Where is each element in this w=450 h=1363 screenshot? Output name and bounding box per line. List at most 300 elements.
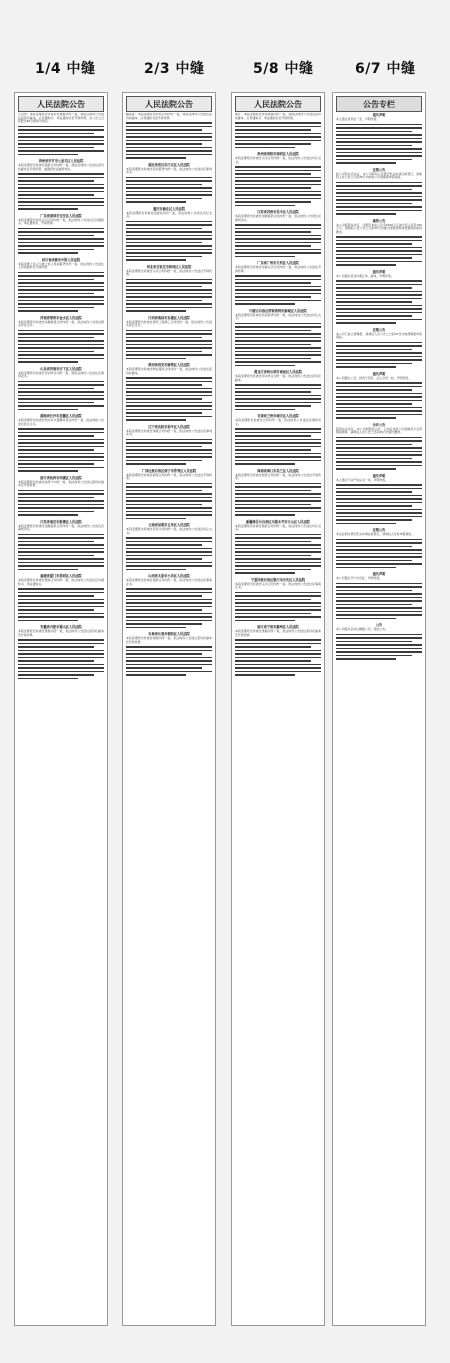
- text-line: [235, 555, 311, 557]
- notice-court-name: 陕西省西安市雁塔区人民法院: [148, 363, 190, 367]
- column-header: 人民法院公告: [18, 96, 104, 112]
- text-line: [126, 377, 212, 379]
- text-line: [126, 460, 202, 462]
- text-line: [235, 235, 321, 237]
- court-notice: [336, 113, 422, 164]
- text-line: [235, 347, 321, 349]
- text-line: [126, 259, 186, 261]
- court-notice: [126, 316, 212, 360]
- text-line: [126, 256, 202, 258]
- text-line: [235, 514, 295, 516]
- text-line: [126, 157, 186, 159]
- text-line: [235, 177, 321, 179]
- text-line: [18, 432, 104, 434]
- text-line: [18, 228, 104, 230]
- text-line: [126, 133, 212, 135]
- text-line: [235, 187, 311, 189]
- text-line: [18, 147, 94, 149]
- text-line: [126, 518, 186, 520]
- text-line: [336, 240, 422, 242]
- notice-court-name: 公告: [375, 623, 383, 627]
- text-line: [235, 456, 321, 458]
- notice-court-name: 注销公告: [372, 167, 386, 172]
- text-line: [126, 122, 212, 124]
- text-line: [336, 454, 422, 456]
- text-line: [336, 546, 412, 548]
- text-line: [235, 490, 311, 492]
- text-line: [336, 199, 422, 201]
- notice-text: 本公司已成立清算组，请债权人自公告之日起45日内向清算组申报债权。: [336, 331, 422, 339]
- text-line: [18, 286, 104, 288]
- text-line: [18, 245, 104, 247]
- text-line: [235, 337, 321, 339]
- notice-text: 本企业拟向登记机关申请注销登记，请债权人及时申报债权。: [336, 532, 415, 536]
- text-line: [18, 537, 104, 539]
- text-line: [126, 143, 202, 145]
- text-line: [235, 405, 311, 407]
- text-line: [18, 177, 104, 179]
- text-line: [18, 140, 104, 142]
- text-line: [235, 184, 321, 186]
- text-line: [126, 650, 212, 652]
- court-notice: [235, 469, 321, 516]
- text-line: [18, 133, 94, 135]
- notice-court-name: 贵州省毕节市七星关区人民法院: [38, 159, 84, 163]
- text-line: [336, 322, 396, 324]
- notice-court-name: 安徽省合肥市蜀山区人民法院: [40, 625, 82, 629]
- text-line: [126, 514, 212, 516]
- text-line: [18, 398, 104, 400]
- text-line: [235, 558, 321, 560]
- text-line: [18, 173, 104, 175]
- text-line: [126, 140, 212, 142]
- text-line: [235, 544, 321, 546]
- court-notice: [18, 520, 104, 571]
- notice-court-name: 四川省成都市中级人民法院: [41, 257, 81, 262]
- notice-body-lines: [18, 428, 104, 472]
- text-line: [18, 504, 104, 506]
- notice-body-lines: [126, 279, 212, 312]
- text-line: [336, 600, 422, 602]
- text-line: [235, 388, 321, 390]
- text-line: [336, 651, 422, 653]
- notice-body-lines: [18, 272, 104, 312]
- notice-body-lines: [18, 588, 104, 621]
- text-line: [235, 650, 321, 652]
- column-3: [231, 92, 325, 1326]
- text-line: [18, 643, 104, 645]
- text-line: [235, 613, 311, 615]
- notice-body-lines: [18, 381, 104, 411]
- text-line: [126, 198, 202, 200]
- notice-text: 经股东会决议，本公司拟吸收合并，合并后存续公司承继双方全部债权债务，请债权人自公告之日起45日内提出要求。: [336, 426, 422, 434]
- text-line: [336, 131, 412, 133]
- text-line: [235, 351, 321, 353]
- text-line: [235, 361, 321, 363]
- text-line: [235, 639, 321, 641]
- text-line: [18, 449, 94, 451]
- notice-text: 本公司遗失营业执照正本、副本，声明作废。: [336, 273, 394, 278]
- court-notice: [336, 372, 422, 419]
- notice-court-name: 山东省济南市历下区人民法院: [40, 366, 82, 371]
- text-line: [235, 170, 321, 172]
- text-line: [18, 136, 104, 138]
- column-4: [332, 92, 426, 1326]
- text-line: [18, 588, 104, 590]
- text-line: [336, 345, 422, 347]
- notice-body-lines: [336, 124, 422, 164]
- text-line: [336, 182, 422, 184]
- text-line: [126, 671, 212, 673]
- notice-court-name: 广东省深圳市宝安区人民法院: [40, 213, 82, 218]
- notice-body-lines: [18, 534, 104, 571]
- text-line: [126, 664, 212, 666]
- text-line: [235, 282, 311, 284]
- text-line: [18, 606, 104, 608]
- text-line: [18, 678, 78, 680]
- text-line: [235, 126, 321, 128]
- text-line: [126, 541, 212, 543]
- text-line: [336, 352, 422, 354]
- text-line: [126, 333, 212, 335]
- text-line: [126, 238, 212, 240]
- text-line: [235, 664, 321, 666]
- text-line: [126, 667, 202, 669]
- notice-court-name: 减资公告: [372, 218, 386, 223]
- text-line: [336, 312, 422, 314]
- text-line: [235, 453, 321, 455]
- text-line: [18, 409, 78, 411]
- notice-text: 本院受理原告诉被告租赁合同纠纷一案，依法向你公告送达开庭传票。: [126, 472, 212, 480]
- text-line: [18, 599, 104, 601]
- text-line: [126, 592, 212, 594]
- notice-body-lines: [235, 166, 321, 206]
- text-line: [126, 449, 212, 451]
- notice-body-lines: [336, 437, 422, 470]
- text-line: [336, 389, 412, 391]
- text-line: [126, 235, 212, 237]
- text-line: [336, 614, 422, 616]
- notice-text: 王自然：本院受理原告李某诉你离婚纠纷一案，现依法向你公告送达起诉状副本、应诉通知书、举证通知书及开庭传票。自公告之日起经过60日即视为送达。: [18, 113, 104, 123]
- court-notice: [336, 528, 422, 568]
- text-line: [18, 569, 78, 571]
- notice-text: 本院受理原告诉被告买卖合同纠纷一案，依法向你公告送达诉讼文书。: [235, 156, 321, 164]
- text-line: [126, 136, 212, 138]
- text-line: [18, 646, 94, 648]
- text-line: [336, 138, 422, 140]
- notice-body-lines: [235, 384, 321, 410]
- text-line: [336, 611, 422, 613]
- text-line: [235, 140, 321, 142]
- text-line: [18, 470, 78, 472]
- notice-body-lines: [126, 221, 212, 261]
- text-line: [126, 609, 202, 611]
- text-line: [235, 391, 311, 393]
- text-line: [336, 349, 412, 351]
- text-line: [18, 653, 104, 655]
- text-line: [18, 184, 104, 186]
- court-notice: [235, 520, 321, 574]
- text-line: [18, 205, 104, 207]
- text-line: [336, 145, 412, 147]
- text-line: [235, 344, 311, 346]
- notice-text: 本院受理原告诉被告借款合同纠纷一案，现依法向你公告送达起诉状副本及开庭传票，逾期将依法缺席判决。: [18, 163, 104, 171]
- text-line: [18, 639, 104, 641]
- text-line: [336, 192, 422, 194]
- text-line: [126, 511, 212, 513]
- notice-text: 本院受理原告诉被告房屋租赁合同纠纷一案，依法向你公告送达相关诉讼文书。: [18, 319, 104, 327]
- text-line: [126, 446, 202, 448]
- text-line: [336, 542, 422, 544]
- text-line: [235, 671, 321, 673]
- notice-text: 本院受理原告诉被告信用卡纠纷一案，依法向你公告送达起诉状副本及开庭传票。: [18, 479, 104, 487]
- text-line: [336, 498, 422, 500]
- text-line: [235, 340, 321, 342]
- text-line: [235, 402, 321, 404]
- text-line: [18, 361, 78, 363]
- text-line: [235, 657, 321, 659]
- text-line: [336, 523, 396, 525]
- notice-text: 本院受理原告诉被告买卖合同纠纷一案，依法向你公告送达开庭传票。: [126, 268, 212, 276]
- notice-court-name: 江西省南昌市东湖区人民法院: [148, 315, 190, 320]
- text-line: [18, 126, 104, 128]
- court-notice: [126, 265, 212, 312]
- text-line: [18, 493, 104, 495]
- text-line: [235, 599, 311, 601]
- text-line: [18, 191, 104, 193]
- notice-text: 本院受理原告诉被告合同纠纷一案，依法向你公告送达民事判决书。: [235, 418, 321, 426]
- text-line: [126, 613, 212, 615]
- text-line: [18, 293, 94, 295]
- court-notice: [126, 207, 212, 261]
- notice-body-lines: [336, 583, 422, 620]
- text-line: [18, 337, 94, 339]
- notice-text: 经公司股东会决议，本公司拟向公司登记机关申请注销登记，请债权人自公告之日起45日内向本公司清算组申报债权。: [336, 171, 422, 179]
- text-line: [336, 298, 422, 300]
- text-line: [336, 641, 412, 643]
- text-line: [235, 660, 311, 662]
- text-line: [18, 391, 104, 393]
- court-notice: [18, 476, 104, 516]
- notice-court-name: 辽宁省沈阳市和平区人民法院: [148, 424, 190, 429]
- court-notice: [18, 414, 104, 472]
- notice-body-lines: [18, 330, 104, 363]
- text-line: [18, 667, 104, 669]
- text-line: [336, 556, 422, 558]
- court-notice: [235, 578, 321, 622]
- text-line: [18, 300, 104, 302]
- text-line: [18, 439, 104, 441]
- text-line: [18, 555, 94, 557]
- court-notice: [336, 623, 422, 660]
- notice-court-name: 河南省郑州市金水区人民法院: [40, 315, 82, 320]
- court-notice: [336, 572, 422, 619]
- text-line: [235, 595, 321, 597]
- text-line: [18, 602, 104, 604]
- notice-court-name: 内蒙古自治区呼和浩特市新城区人民法院: [249, 308, 307, 313]
- text-line: [126, 623, 202, 625]
- notice-text: 本院受理原告诉你买卖合同纠纷一案，依法向你公告送达应诉通知书、举证通知书、开庭传票。: [18, 217, 104, 225]
- text-line: [18, 551, 104, 553]
- text-line: [336, 563, 422, 565]
- text-line: [235, 133, 321, 135]
- text-line: [126, 191, 212, 193]
- text-line: [126, 497, 212, 499]
- text-line: [336, 417, 396, 419]
- notice-court-name: 湖南省长沙市岳麓区人民法院: [40, 414, 82, 418]
- text-line: [126, 228, 202, 230]
- text-line: [126, 409, 212, 411]
- text-line: [18, 446, 104, 448]
- court-notice: [18, 574, 104, 621]
- notice-text: 本院受理原告诉被告借款合同纠纷一案，依法向你公告送达民事裁定书。: [126, 578, 212, 586]
- text-line: [126, 599, 212, 601]
- text-line: [18, 544, 104, 546]
- text-line: [235, 548, 321, 550]
- text-line: [235, 286, 321, 288]
- text-line: [18, 344, 104, 346]
- text-line: [235, 449, 311, 451]
- court-notice: [336, 474, 422, 525]
- notice-text: 本院受理原告诉被告借款合同纠纷一案，依法向你公告送达诉讼文书。: [235, 523, 321, 531]
- notice-body-lines: [126, 483, 212, 520]
- text-line: [126, 405, 212, 407]
- text-line: [235, 252, 321, 254]
- notice-body-lines: [336, 539, 422, 569]
- text-line: [18, 384, 104, 386]
- notice-text: 本院受理原告诉被告劳动争议纠纷一案，依法向你公告送达起诉状副本。: [235, 374, 321, 382]
- text-line: [336, 414, 422, 416]
- text-line: [18, 354, 104, 356]
- text-line: [235, 507, 321, 509]
- text-line: [126, 463, 186, 465]
- text-line: [235, 180, 321, 182]
- text-line: [18, 562, 104, 564]
- text-line: [336, 451, 422, 453]
- text-line: [336, 488, 422, 490]
- text-line: [336, 634, 422, 636]
- text-line: [126, 221, 212, 223]
- text-line: [126, 129, 202, 131]
- notice-court-name: 遗失声明: [372, 473, 386, 478]
- text-line: [18, 310, 78, 312]
- text-line: [336, 210, 422, 212]
- text-line: [336, 254, 422, 256]
- court-notice: [235, 113, 321, 148]
- text-line: [18, 402, 94, 404]
- text-line: [126, 483, 212, 485]
- text-line: [235, 609, 321, 611]
- notice-court-name: 江苏省南京市鼓楼区人民法院: [40, 519, 82, 524]
- text-line: [126, 252, 212, 254]
- text-line: [126, 184, 202, 186]
- text-line: [126, 493, 212, 495]
- text-line: [235, 565, 321, 567]
- notice-body-lines: [235, 224, 321, 257]
- notice-court-name: 黑龙江省哈尔滨市南岗区人民法院: [254, 370, 302, 374]
- notice-body-lines: [336, 236, 422, 266]
- text-line: [336, 655, 412, 657]
- text-line: [336, 189, 412, 191]
- text-line: [336, 396, 422, 398]
- text-line: [336, 250, 422, 252]
- text-line: [126, 347, 212, 349]
- court-notice: [336, 328, 422, 368]
- notice-body-lines: [235, 534, 321, 574]
- text-line: [18, 657, 104, 659]
- column-header: 人民法院公告: [235, 96, 321, 112]
- court-notice: [235, 370, 321, 410]
- text-line: [126, 286, 202, 288]
- text-line: [126, 194, 212, 196]
- notice-body-lines: [336, 382, 422, 419]
- text-line: [235, 674, 295, 676]
- text-line: [235, 256, 295, 258]
- text-line: [336, 315, 412, 317]
- text-line: [336, 141, 422, 143]
- text-line: [18, 307, 94, 309]
- court-notice: [336, 168, 422, 215]
- text-line: [336, 590, 412, 592]
- text-line: [235, 616, 321, 618]
- text-line: [18, 272, 104, 274]
- text-line: [126, 486, 212, 488]
- text-line: [126, 354, 212, 356]
- text-line: [336, 516, 422, 518]
- notice-body-lines: [126, 177, 212, 203]
- notice-text: 本人遗失身份证一张，声明作废。: [336, 117, 380, 121]
- page-label-6-7: 6/7 中缝: [355, 61, 416, 77]
- text-line: [235, 483, 321, 485]
- text-line: [126, 500, 212, 502]
- text-line: [336, 484, 422, 486]
- text-line: [126, 344, 212, 346]
- notice-court-name: 湖北省武汉市江汉区人民法院: [148, 162, 190, 167]
- text-line: [18, 180, 94, 182]
- text-line: [336, 382, 422, 384]
- text-line: [126, 201, 186, 203]
- notice-court-name: 广东省广州市天河区人民法院: [257, 261, 299, 265]
- text-line: [235, 201, 311, 203]
- text-line: [235, 330, 311, 332]
- notice-text: 本院受理原告诉被告劳动争议纠纷一案，现依法向你公告送达民事判决书。: [18, 370, 104, 378]
- text-line: [126, 551, 212, 553]
- text-line: [18, 296, 104, 298]
- column-header: 人民法院公告: [126, 96, 212, 112]
- notice-court-name: 合并公告: [372, 422, 386, 427]
- text-line: [126, 249, 212, 251]
- text-line: [336, 134, 422, 136]
- text-line: [18, 129, 104, 131]
- text-line: [336, 366, 396, 368]
- notice-body-lines: [235, 592, 321, 622]
- notice-body-lines: [126, 439, 212, 465]
- notice-court-name: 甘肃省兰州市城关区人民法院: [257, 414, 299, 418]
- notice-text: 本人遗失不动产权证书一本，声明作废。: [336, 477, 389, 482]
- text-line: [235, 293, 321, 295]
- court-notice: [336, 219, 422, 266]
- notice-court-name: 遗失声明: [372, 371, 386, 376]
- text-line: [18, 330, 104, 332]
- notice-body-lines: [235, 122, 321, 148]
- text-line: [336, 400, 422, 402]
- text-line: [18, 592, 104, 594]
- notice-text: 本院受理原告诉被告租赁合同纠纷一案，依法向你公告送达开庭传票。: [235, 472, 321, 480]
- text-line: [235, 446, 321, 448]
- court-notice: [235, 625, 321, 676]
- text-line: [336, 495, 422, 497]
- text-line: [18, 282, 104, 284]
